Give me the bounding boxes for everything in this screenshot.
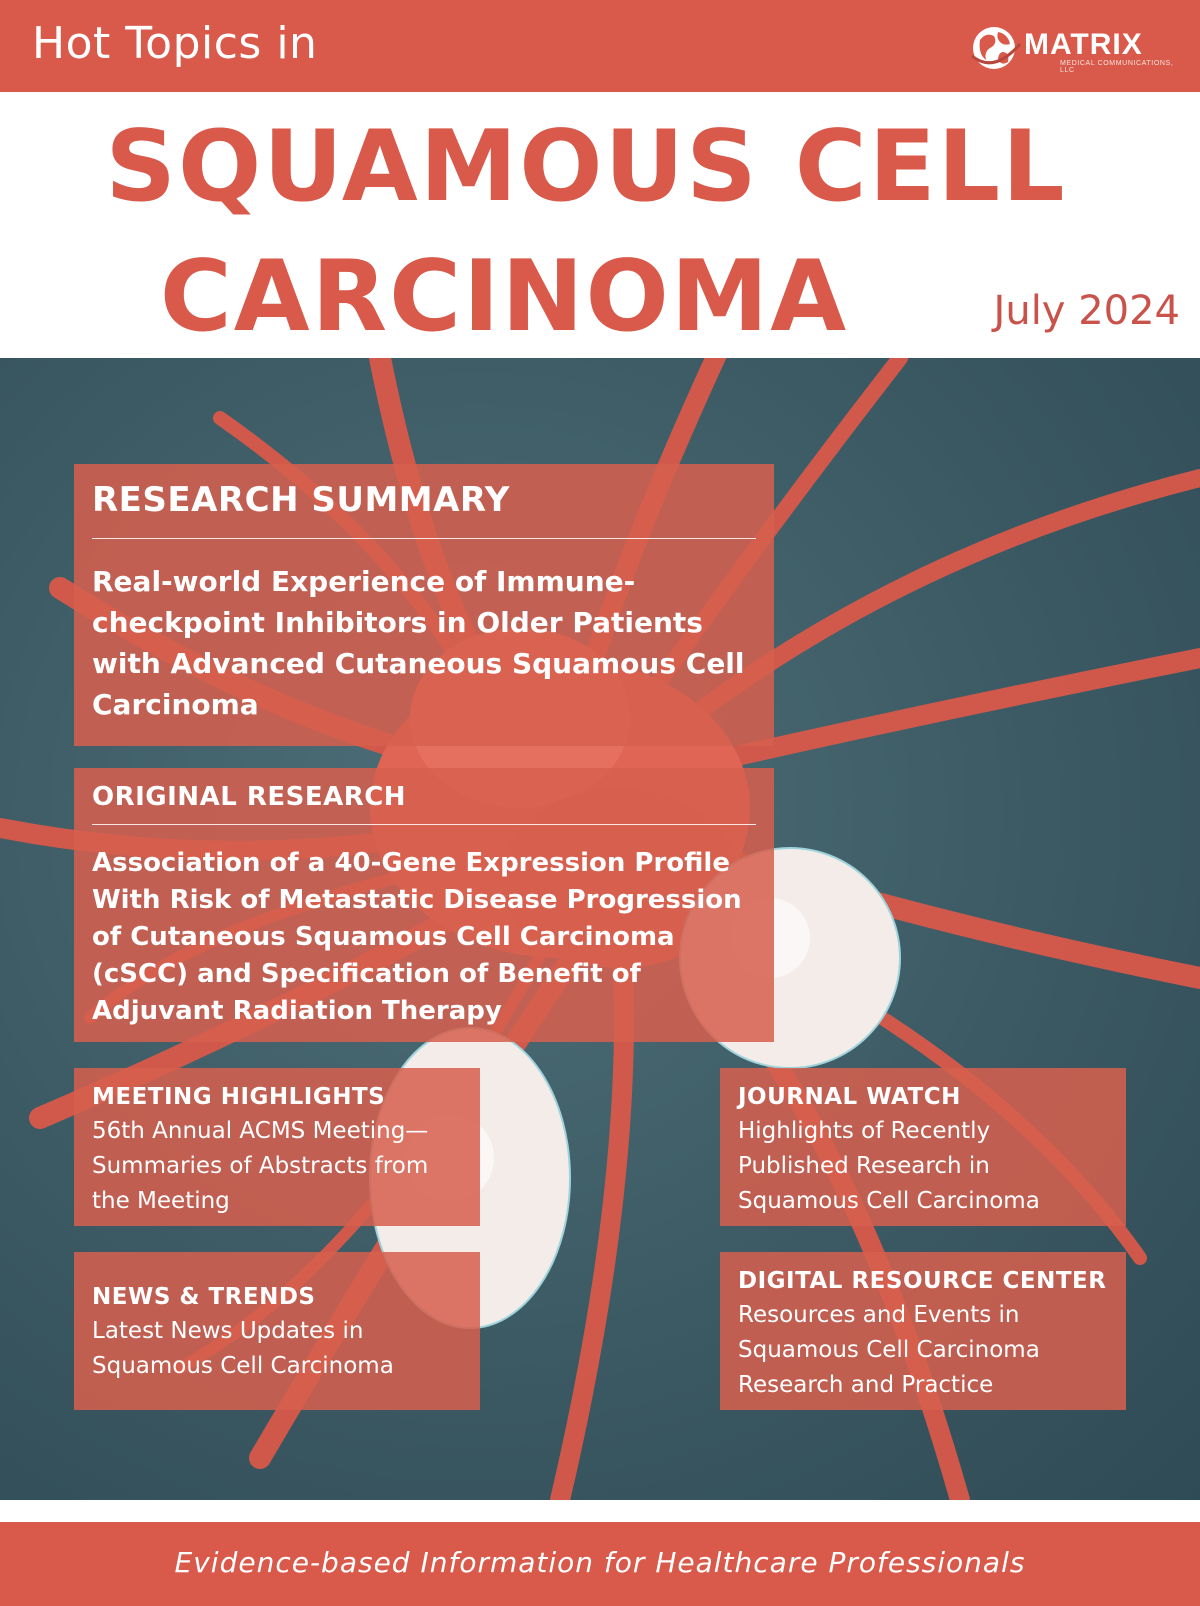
series-title: Hot Topics in <box>32 18 318 69</box>
footer-band <box>0 1522 1200 1606</box>
section-label: JOURNAL WATCH <box>738 1084 961 1110</box>
publisher-logo[interactable] <box>968 22 1178 72</box>
article-title: Association of a 40-Gene Expression Profile With Risk of Metastatic Disease Progression of Cutaneous Squamous Cell Carcinoma (cSCC) and Specification of Benefit of Adjuvant Radiation Therapy <box>92 848 742 1026</box>
section-description: Highlights of Recently Published Research in Squamous Cell Carcinoma <box>738 1118 1040 1214</box>
cover-image <box>0 358 1200 1500</box>
card-original-research[interactable] <box>74 768 774 1042</box>
section-description: 56th Annual ACMS Meeting—Summaries of Abstracts from the Meeting <box>92 1118 429 1214</box>
card-journal-watch[interactable] <box>720 1068 1126 1226</box>
page-title-line-1: SQUAMOUS CELL <box>105 110 1067 224</box>
card-research-summary[interactable] <box>74 464 774 746</box>
globe-icon <box>968 22 1024 72</box>
logo-subtitle: MEDICAL COMMUNICATIONS, LLC <box>1060 60 1174 74</box>
card-meeting-highlights[interactable] <box>74 1068 480 1226</box>
article-title: Real-world Experience of Immune-checkpoint Inhibitors in Older Patients with Advanced Cutaneous Squamous Cell Carcinoma <box>92 565 745 721</box>
section-label: DIGITAL RESOURCE CENTER <box>738 1268 1107 1294</box>
section-label: RESEARCH SUMMARY <box>92 480 756 539</box>
header-band <box>0 0 1200 92</box>
section-description: Latest News Updates in Squamous Cell Carcinoma <box>92 1318 394 1379</box>
section-label: MEETING HIGHLIGHTS <box>92 1084 386 1110</box>
footer-tagline: Evidence-based Information for Healthcare Professionals <box>174 1546 1026 1579</box>
logo-wordmark: MATRIX <box>1024 28 1143 61</box>
section-description: Resources and Events in Squamous Cell Carcinoma Research and Practice <box>738 1302 1040 1398</box>
card-news-trends[interactable] <box>74 1252 480 1410</box>
section-label: NEWS & TRENDS <box>92 1284 316 1310</box>
section-label: ORIGINAL RESEARCH <box>92 782 756 825</box>
issue-date: July 2024 <box>993 288 1180 334</box>
page-title-line-2: CARCINOMA <box>159 240 849 354</box>
card-digital-resource-center[interactable] <box>720 1252 1126 1410</box>
